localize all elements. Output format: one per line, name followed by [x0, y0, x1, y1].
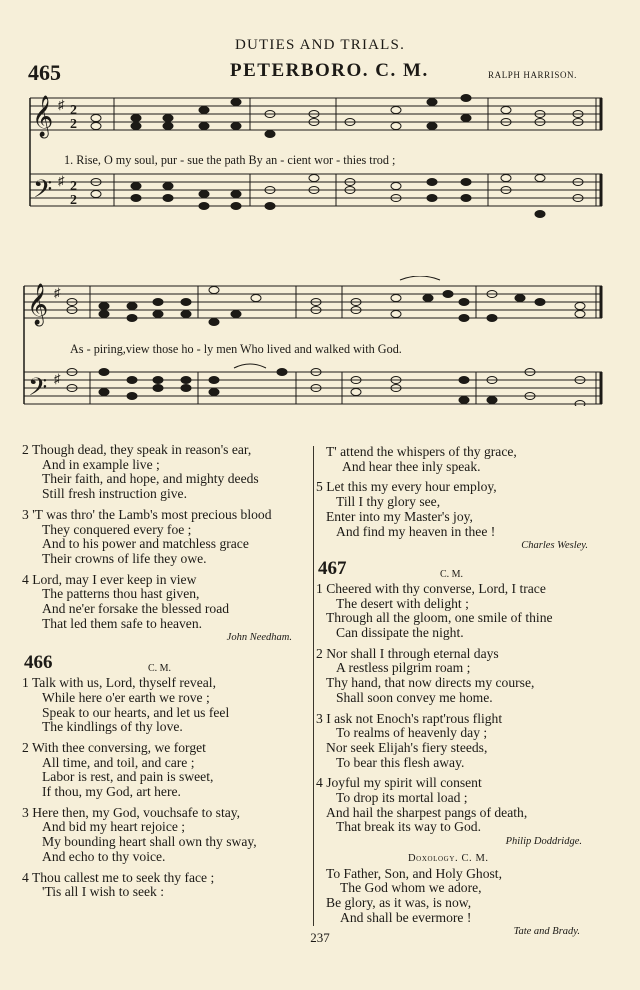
- verse-line: 1 Cheered with thy converse, Lord, I trace: [316, 580, 546, 596]
- hymn467-stanza-4: [316, 776, 608, 835]
- verse-line: Their crowns of life they owe.: [42, 550, 207, 566]
- hymn466-stanza-1: [22, 676, 308, 735]
- running-head: DUTIES AND TRIALS.: [234, 37, 406, 53]
- verse-line: Till I thy glory see,: [336, 494, 441, 510]
- verse-line: 3 'T was thro' the Lamb's most precious blood: [22, 506, 272, 522]
- verse-line: 2 Though dead, they speak in reason's ear,: [22, 442, 252, 457]
- hymn-meter: C. M.: [440, 568, 464, 580]
- verse-line: The desert with delight ;: [336, 595, 469, 611]
- hymn465-stanza-4: [22, 573, 308, 632]
- verse-line: All time, and toil, and care ;: [42, 754, 195, 770]
- column-divider: [313, 446, 314, 926]
- svg-text:𝄞: 𝄞: [27, 284, 49, 325]
- verse-line: 1 Talk with us, Lord, thyself reveal,: [22, 675, 216, 691]
- verse-line: Thy hand, that now directs my course,: [326, 675, 535, 691]
- hymn466-stanza-4: [22, 871, 308, 900]
- left-column: [22, 443, 308, 900]
- hymn467-stanza-3: [316, 712, 608, 771]
- svg-text:♯: ♯: [54, 371, 61, 386]
- verse-line: 5 Let this my every hour employ,: [316, 479, 497, 495]
- hymn466-stanza-2: [22, 741, 308, 800]
- verse-line: Their faith, and hope, and mighty deeds: [42, 471, 259, 487]
- hymn465-stanza-3: [22, 508, 308, 567]
- verse-line: The God whom we adore,: [340, 880, 482, 896]
- verse-line: And echo to thy voice.: [42, 848, 166, 864]
- lyrics-line-2: As - piring,view those ho - ly men Who lived and walked with God.: [70, 342, 402, 356]
- hymn-number: 466: [24, 652, 53, 674]
- right-column: [316, 445, 608, 940]
- verse-line: Enter into my Master's joy,: [326, 508, 473, 524]
- verse-line: While here o'er earth we rove ;: [42, 689, 210, 705]
- hymn-number: 467: [318, 557, 347, 579]
- verse-line: To bear this flesh away.: [336, 754, 465, 770]
- verse-line: 2 With thee conversing, we forget: [22, 739, 206, 755]
- doxology-title: Doxology. C. M.: [408, 852, 489, 864]
- author-philip-doddridge: Philip Doddridge.: [505, 836, 582, 848]
- verse-line: The kindlings of thy love.: [42, 719, 183, 735]
- svg-text:2: 2: [70, 179, 77, 194]
- verse-line: Can dissipate the night.: [336, 625, 464, 641]
- verse-line: To realms of heavenly day ;: [336, 725, 488, 741]
- svg-text:𝄢: 𝄢: [33, 175, 53, 210]
- verse-line: That break its way to God.: [336, 819, 481, 835]
- verse-line: T' attend the whispers of thy grace,: [326, 444, 517, 459]
- verse-line: Labor is rest, and pain is sweet,: [42, 769, 214, 785]
- page-number: 237: [310, 930, 330, 945]
- svg-text:2: 2: [70, 193, 77, 208]
- hymn466-stanza-4-cont: [316, 445, 608, 474]
- svg-text:♯: ♯: [58, 173, 65, 188]
- verse-line: 4 Joyful my spirit will consent: [316, 775, 482, 791]
- verse-line: They conquered every foe ;: [42, 521, 192, 537]
- svg-text:𝄢: 𝄢: [28, 373, 48, 406]
- hymn466-stanza-3: [22, 806, 308, 865]
- verse-line: 'Tis all I wish to seek :: [42, 884, 165, 900]
- music-system-2: [0, 276, 640, 406]
- verse-line: And bid my heart rejoice ;: [42, 819, 186, 835]
- hymn467-header: [316, 557, 608, 582]
- composer-name: RALPH HARRISON.: [488, 70, 578, 80]
- lyrics-line-1: 1. Rise, O my soul, pur - sue the path By an - cient wor - thies trod ;: [64, 153, 396, 167]
- svg-text:♯: ♯: [58, 97, 65, 112]
- verse-line: And to his power and matchless grace: [42, 536, 249, 552]
- hymn466-header: [22, 652, 308, 676]
- hymn-number: 465: [28, 60, 61, 85]
- hymn466-stanza-5: [316, 480, 608, 539]
- svg-text:2: 2: [70, 103, 77, 118]
- verse-line: And shall be evermore !: [340, 909, 472, 925]
- verse-line: Through all the gloom, one smile of thine: [326, 610, 553, 626]
- verse-line: 2 Nor shall I through eternal days: [316, 645, 499, 661]
- doxology-stanza: [316, 867, 608, 926]
- author-tate-and-brady: Tate and Brady.: [513, 926, 580, 938]
- author-charles-wesley: Charles Wesley.: [521, 540, 588, 552]
- hymn467-stanza-1: [316, 582, 608, 641]
- verse-line: To Father, Son, and Holy Ghost,: [326, 865, 502, 881]
- verse-line: Shall soon convey me home.: [336, 689, 493, 705]
- hymn-meter: C. M.: [148, 663, 172, 675]
- verse-line: And in example live ;: [42, 456, 160, 472]
- tune-title: PETERBORO. C. M.: [230, 60, 429, 81]
- svg-text:♯: ♯: [54, 285, 61, 300]
- verse-line: Still fresh instruction give.: [42, 486, 187, 502]
- hymn467-stanza-2: [316, 647, 608, 706]
- verse-line: And hear thee inly speak.: [342, 458, 481, 474]
- verse-line: And hail the sharpest pangs of death,: [326, 804, 528, 820]
- svg-text:𝄞: 𝄞: [32, 96, 54, 137]
- verse-line: A restless pilgrim roam ;: [336, 660, 471, 676]
- verse-line: Speak to our hearts, and let us feel: [42, 704, 230, 720]
- verse-line: My bounding heart shall own thy sway,: [42, 834, 257, 850]
- verse-line: 4 Thou callest me to seek thy face ;: [22, 869, 215, 885]
- verse-line: 3 Here then, my God, vouchsafe to stay,: [22, 804, 241, 820]
- verse-line: If thou, my God, art here.: [42, 784, 181, 800]
- verse-line: Be glory, as it was, is now,: [326, 894, 472, 910]
- verse-line: That led them safe to heaven.: [42, 615, 203, 631]
- author-john-needham: John Needham.: [226, 632, 292, 644]
- verse-line: 4 Lord, may I ever keep in view: [22, 571, 197, 587]
- verse-line: The patterns thou hast given,: [42, 586, 200, 602]
- verse-line: And ne'er forsake the blessed road: [42, 601, 230, 617]
- verse-line: 3 I ask not Enoch's rapt'rous flight: [316, 710, 503, 726]
- verse-line: Nor seek Elijah's fiery steeds,: [326, 739, 488, 755]
- hymn465-stanza-2: [22, 443, 308, 502]
- verse-line: To drop its mortal load ;: [336, 790, 468, 806]
- verse-line: And find my heaven in thee !: [336, 523, 496, 539]
- svg-text:2: 2: [70, 117, 77, 132]
